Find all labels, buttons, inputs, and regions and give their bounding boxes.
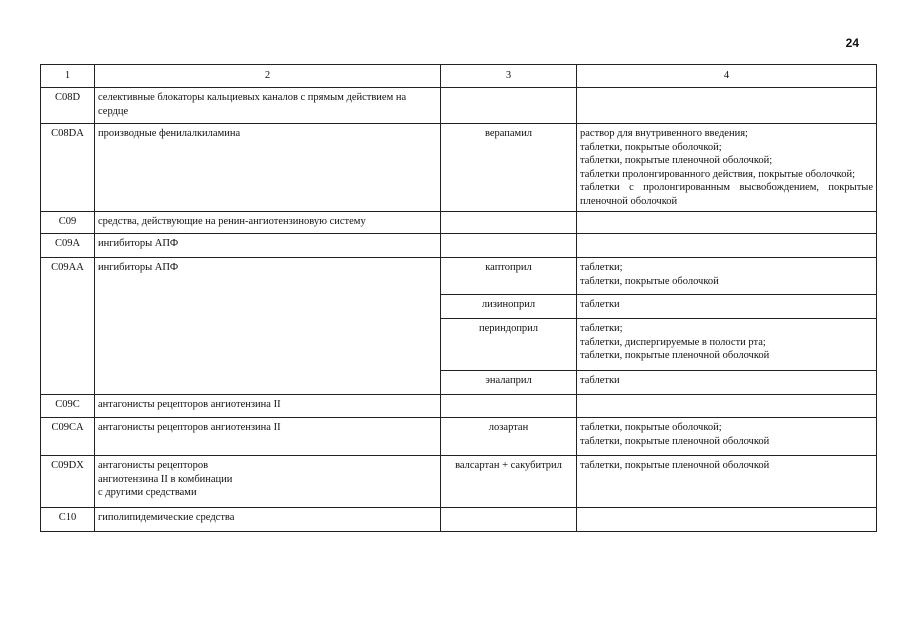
column-header: 4: [577, 65, 877, 88]
drug-name: [441, 234, 577, 258]
atc-code: C09: [41, 212, 95, 234]
table-row: [41, 234, 877, 258]
dosage-form: таблетки, покрытые пленочной оболочкой;: [580, 155, 773, 166]
group-name: ингибиторы АПФ: [95, 258, 441, 395]
group-name: ингибиторы АПФ: [95, 234, 441, 258]
table-row: [41, 456, 877, 508]
dosage-form: таблетки, покрытые оболочкой: [580, 275, 719, 287]
atc-code: C09C: [41, 395, 95, 418]
drug-name: валсартан + сакубитрил: [441, 456, 577, 508]
column-header: 1: [41, 65, 95, 88]
dosage-forms: [577, 418, 877, 456]
table-row: [41, 212, 877, 234]
dosage-form: таблетки, покрытые оболочкой;: [580, 422, 722, 433]
table-row: [41, 395, 877, 418]
dosage-form: таблетки: [580, 299, 620, 310]
group-name: антагонисты рецепторов ангиотензина II: [95, 395, 441, 418]
dosage-forms: [577, 212, 877, 234]
group-name: средства, действующие на ренин-ангиотензиновую систему: [95, 212, 441, 234]
dosage-forms: [577, 371, 877, 395]
group-name: производные фенилалкиламина: [95, 124, 441, 212]
dosage-forms: [577, 88, 877, 124]
group-name: селективные блокаторы кальциевых каналов с прямым действием на сердце: [95, 88, 441, 124]
group-name: [95, 456, 441, 508]
atc-code: C09AA: [41, 258, 95, 395]
drug-name: [441, 88, 577, 124]
drug-name: лизиноприл: [441, 295, 577, 319]
dosage-forms: [577, 234, 877, 258]
dosage-forms: [577, 456, 877, 508]
dosage-forms: [577, 395, 877, 418]
table-row: [41, 508, 877, 532]
dosage-form: таблетки, диспергируемые в полости рта;: [580, 336, 766, 348]
column-header: 3: [441, 65, 577, 88]
group-name-line: ангиотензина II в комбинации: [98, 473, 233, 485]
dosage-form: таблетки с пролонгированным высвобождением, покрытые пленочной оболочкой: [580, 182, 873, 207]
group-name: антагонисты рецепторов ангиотензина II: [95, 418, 441, 456]
dosage-form: таблетки, покрытые оболочкой;: [580, 141, 722, 153]
drug-name: каптоприл: [441, 258, 577, 295]
atc-code: C08DA: [41, 124, 95, 212]
table-row: [41, 124, 877, 212]
dosage-forms: [577, 258, 877, 295]
table-row: [41, 88, 877, 124]
atc-code: C09A: [41, 234, 95, 258]
dosage-form: таблетки пролонгированного действия, покрытые оболочкой;: [580, 168, 855, 180]
drug-name: верапамил: [441, 124, 577, 212]
dosage-form: раствор для внутривенного введения;: [580, 128, 748, 139]
drug-name: лозартан: [441, 418, 577, 456]
dosage-forms: [577, 124, 877, 212]
dosage-form: таблетки: [580, 375, 620, 386]
drug-name: [441, 212, 577, 234]
drug-name: периндоприл: [441, 319, 577, 371]
group-name-line: антагонисты рецепторов: [98, 460, 209, 471]
dosage-form: таблетки, покрытые пленочной оболочкой: [580, 460, 770, 471]
group-name-line: с другими средствами: [98, 487, 197, 498]
dosage-forms: [577, 295, 877, 319]
drug-name: эналаприл: [441, 371, 577, 395]
dosage-forms: [577, 508, 877, 532]
dosage-form: таблетки, покрытые пленочной оболочкой: [580, 435, 770, 447]
atc-code: C10: [41, 508, 95, 532]
table-row: [41, 258, 877, 295]
drug-name: [441, 395, 577, 418]
table-row: [41, 418, 877, 456]
dosage-form: таблетки, покрытые пленочной оболочкой: [580, 350, 770, 361]
column-header: 2: [95, 65, 441, 88]
drug-classification-table: [40, 64, 877, 532]
dosage-forms: [577, 319, 877, 371]
page-number: 24: [845, 36, 859, 50]
atc-code: C08D: [41, 88, 95, 124]
drug-name: [441, 508, 577, 532]
atc-code: C09CA: [41, 418, 95, 456]
header-row: [41, 65, 877, 88]
dosage-form: таблетки;: [580, 323, 623, 334]
dosage-form: таблетки;: [580, 262, 623, 273]
atc-code: C09DX: [41, 456, 95, 508]
group-name: гиполипидемические средства: [95, 508, 441, 532]
